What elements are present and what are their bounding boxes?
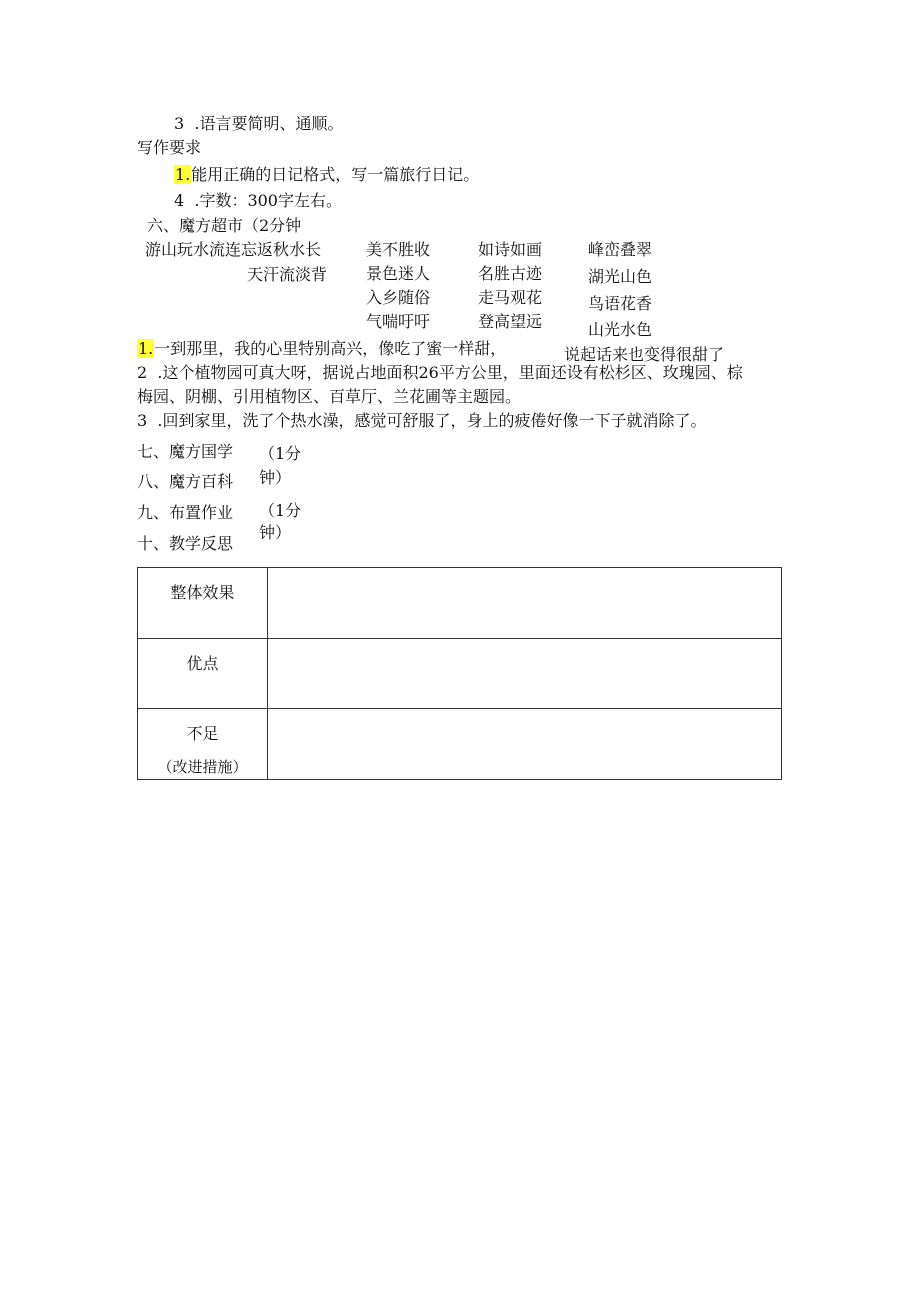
writing-requirements-title: 写作要求 [137,138,202,157]
row-label-text: 不足 [186,724,219,743]
word-bank-col3-item: 走马观花 [478,288,543,307]
sentence-2-line-1: 2 .这个植物园可真大呀，据说占地面积26平方公里，里面还设有松杉区、玫瑰园、棕 [137,363,743,382]
sentence-2-line-2: 梅园、阴棚、引用植物区、百草厅、兰花圃等主题园。 [137,387,522,406]
word-bank-col4-item: 峰峦叠翠 [588,240,653,259]
word-bank-col2-item: 景色迷人 [366,264,431,283]
requirement-item-4: 4 .字数：300字左右。 [174,191,342,210]
section-8-note: 钟） [259,468,292,487]
reflection-table [137,567,782,780]
section-9-title: 九、布置作业 [137,503,234,522]
requirement-item-3: 3 .语言要简明、通顺。 [174,114,344,133]
sentence-3: 3 .回到家里，洗了个热水澡，感觉可舒服了，身上的疲倦好像一下子就消除了。 [137,411,707,430]
word-bank-col1-line2: 天汗流淡背 [247,265,328,284]
row-label-overall [138,568,268,639]
highlighted-number: 1. [175,165,191,184]
word-bank-col3-item: 如诗如画 [478,240,543,259]
reflection-cell-weaknesses[interactable] [268,709,782,780]
sentence-1-text: 一到那里，我的心里特别高兴，像吃了蜜一样甜， [154,339,507,358]
clipped-note [259,523,292,542]
row-label-text: 优点 [186,654,219,673]
row-label-weaknesses [138,709,268,780]
word-bank-col2-item: 美不胜收 [366,240,431,259]
requirement-item-1 [174,167,479,183]
section-9-note-cut: 钟） [259,523,292,542]
clipped-text-line [562,344,762,364]
word-bank-col3-item: 登高望远 [478,312,543,331]
section-9-note: （1分 [259,501,302,520]
reflection-cell-overall[interactable] [268,568,782,639]
sentence-1 [137,341,506,357]
word-bank-col3-item: 名胜古迹 [478,264,543,283]
section-7-title: 七、魔方国学 [137,442,234,461]
table-row [138,709,782,780]
highlighted-number: 1. [138,339,154,358]
word-bank-col1-line1: 游山玩水流连忘返秋水长 [145,240,322,259]
word-bank-col2-item: 气喘吁吁 [366,312,431,331]
section-6-title: 六、魔方超市（2分钟 [147,216,302,235]
requirement-item-1-text: 能用正确的日记格式，写一篇旅行日记。 [191,165,480,184]
section-10-title: 十、教学反思 [137,534,234,553]
table-row [138,568,782,639]
clipped-sentence: 说起话来也变得很甜了 [564,345,725,364]
section-7-note: （1分 [259,444,302,463]
word-bank-col2-item: 入乡随俗 [366,288,431,307]
section-8-title: 八、魔方百科 [137,472,234,491]
row-label-text: 整体效果 [170,583,235,602]
row-label-strengths [138,639,268,709]
reflection-cell-strengths[interactable] [268,639,782,709]
word-bank-col4-item: 鸟语花香 [588,294,653,313]
row-sublabel-text: （改进措施） [157,758,248,776]
word-bank-col4-item: 湖光山色 [588,267,653,286]
table-row [138,639,782,709]
word-bank-col4-item: 山光水色 [588,320,653,339]
